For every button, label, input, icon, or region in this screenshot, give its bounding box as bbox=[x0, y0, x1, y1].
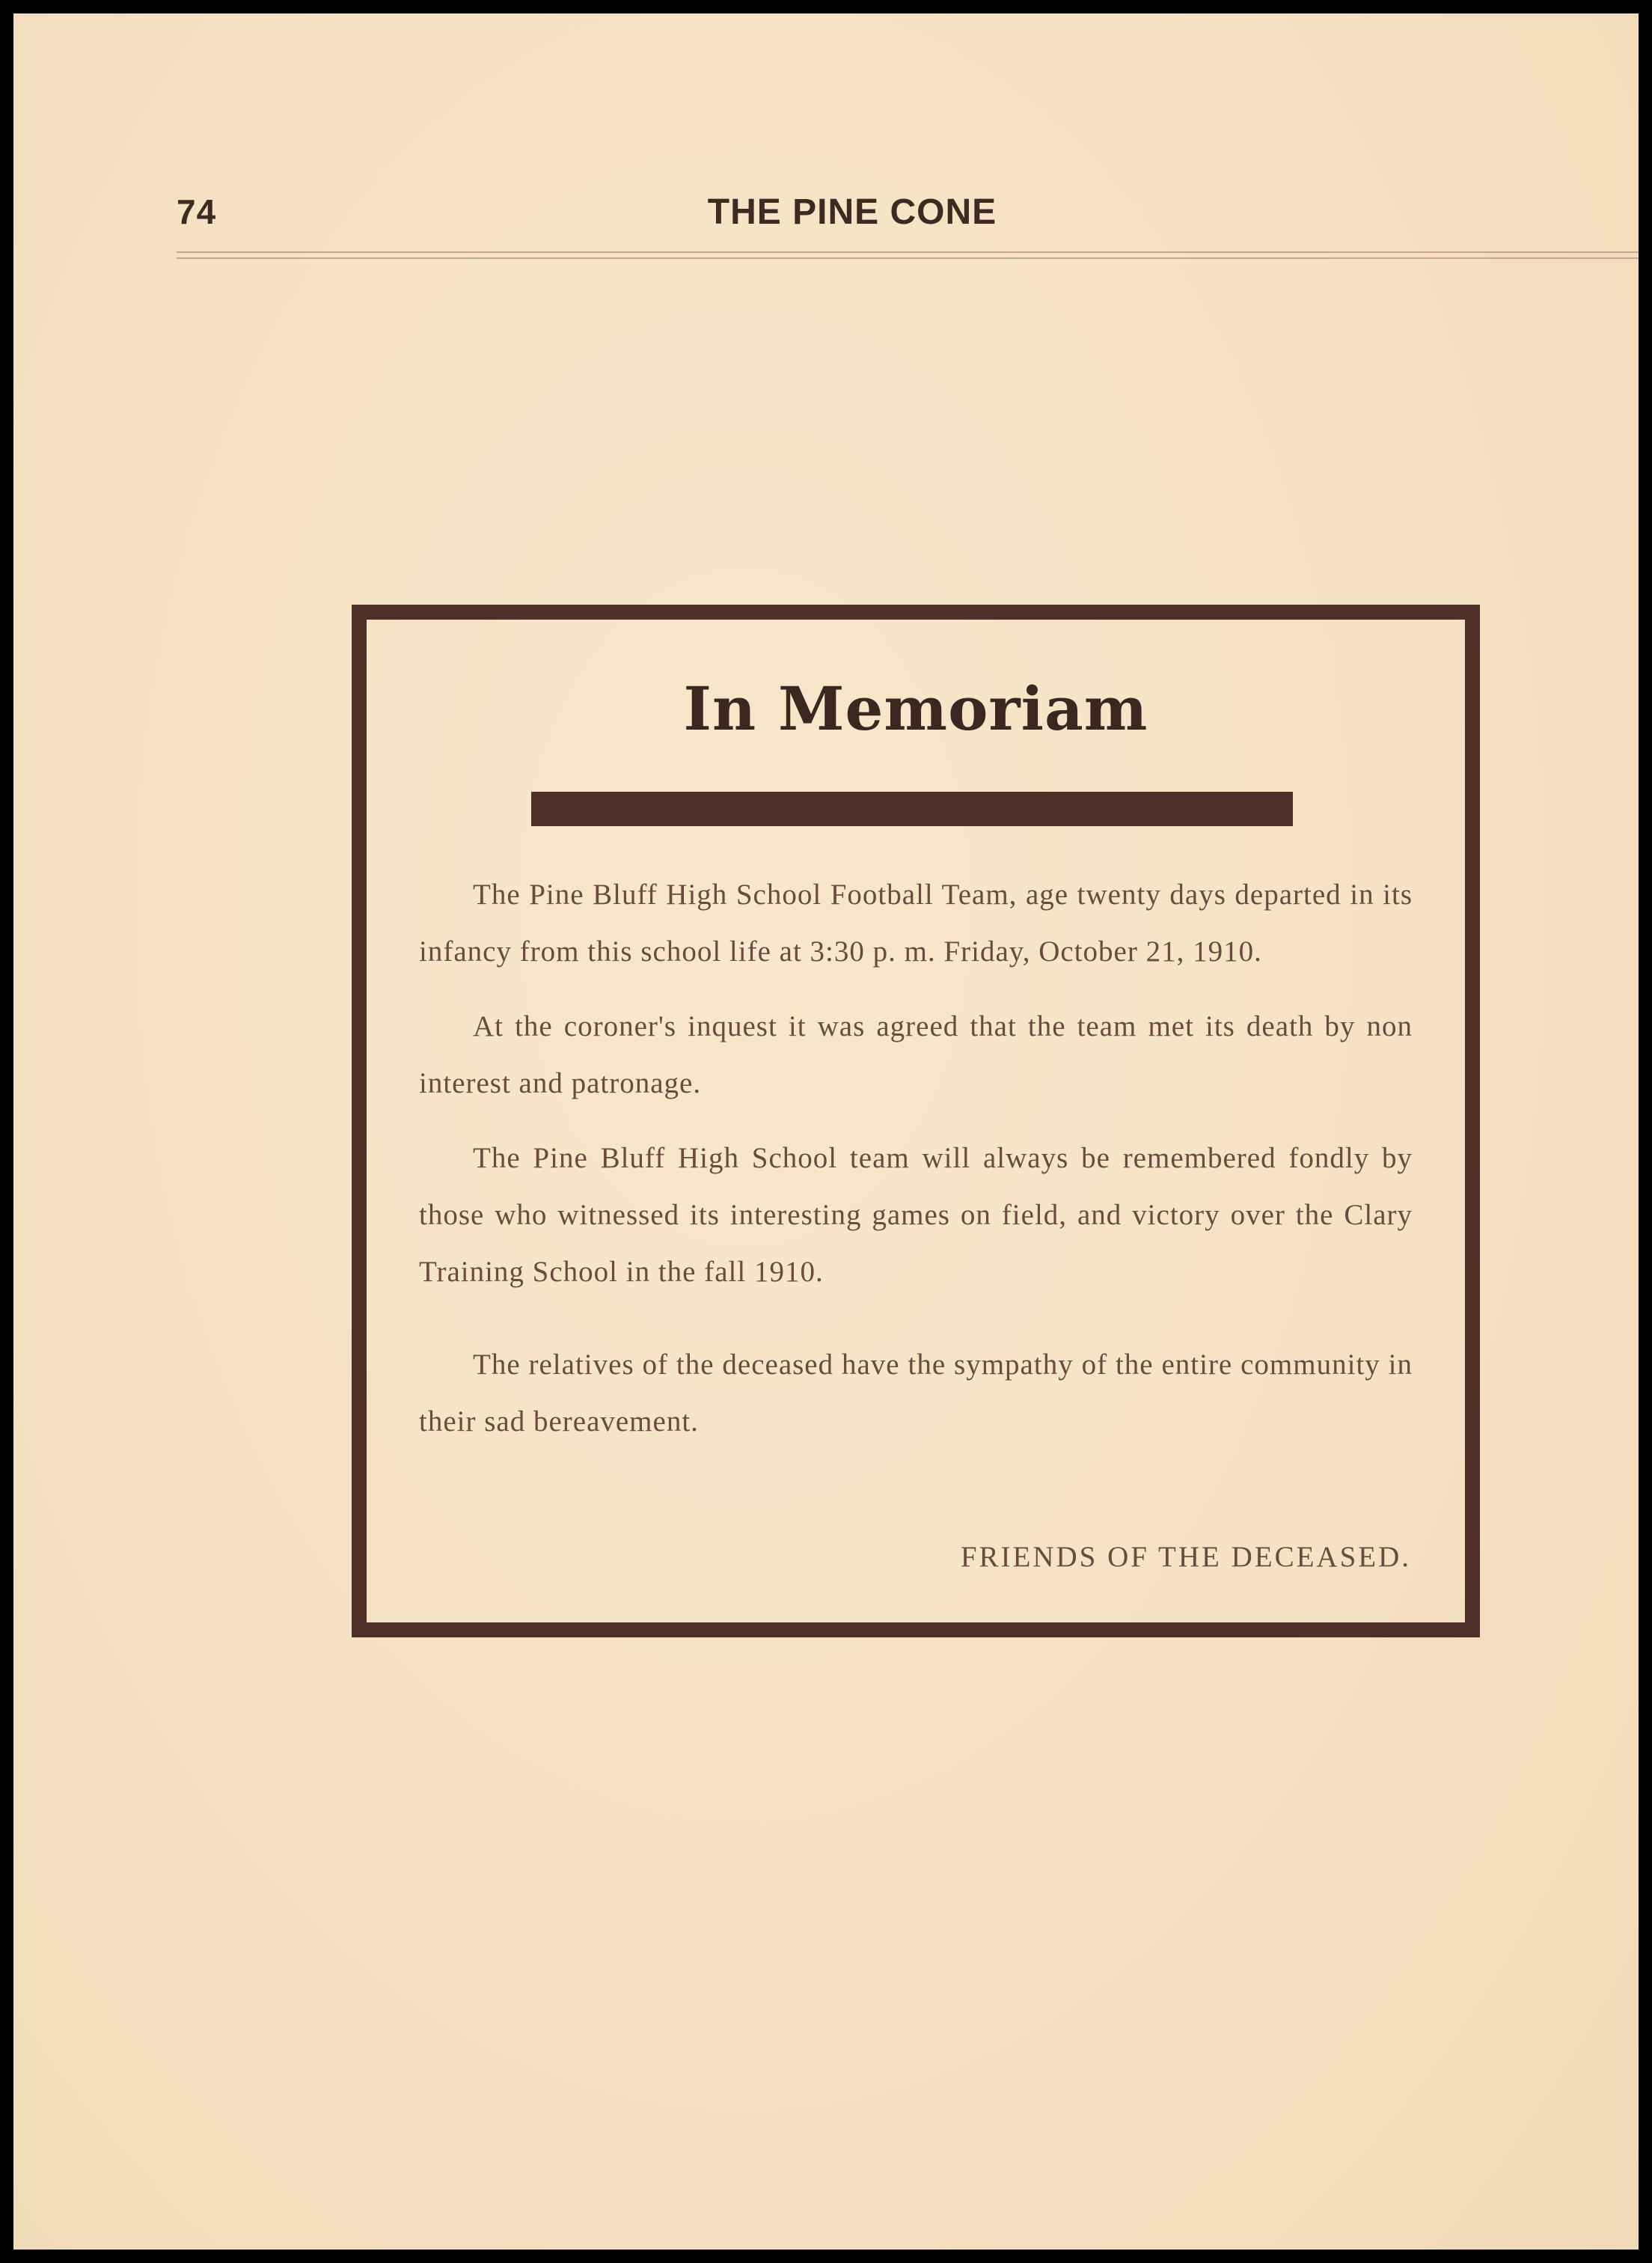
memoriam-notice-box bbox=[352, 605, 1480, 1637]
mourning-bar bbox=[531, 792, 1293, 826]
memoriam-paragraph: The Pine Bluff High School Football Team, age twenty days departed in its infancy from this school life at 3:30 p. m. Friday, October 21, 1910. bbox=[419, 879, 1413, 968]
header-rule bbox=[177, 251, 1639, 259]
memoriam-title: In Memoriam bbox=[683, 674, 1148, 744]
memoriam-signature: FRIENDS OF THE DECEASED. bbox=[960, 1541, 1411, 1573]
page bbox=[13, 13, 1639, 2250]
memoriam-paragraph: At the coroner's inquest it was agreed that the team met its death by non interest and patronage. bbox=[419, 1010, 1413, 1099]
memoriam-paragraph: The relatives of the deceased have the sympathy of the entire community in their sad bereavement. bbox=[419, 1349, 1413, 1438]
publication-title: THE PINE CONE bbox=[707, 192, 997, 232]
memoriam-body bbox=[419, 867, 1413, 1468]
memoriam-paragraph: The Pine Bluff High School team will always be remembered fondly by those who witnessed its interesting games on field, and victory over the Clary Training School in the fall 1910. bbox=[419, 1142, 1413, 1288]
page-number: 74 bbox=[177, 192, 217, 231]
